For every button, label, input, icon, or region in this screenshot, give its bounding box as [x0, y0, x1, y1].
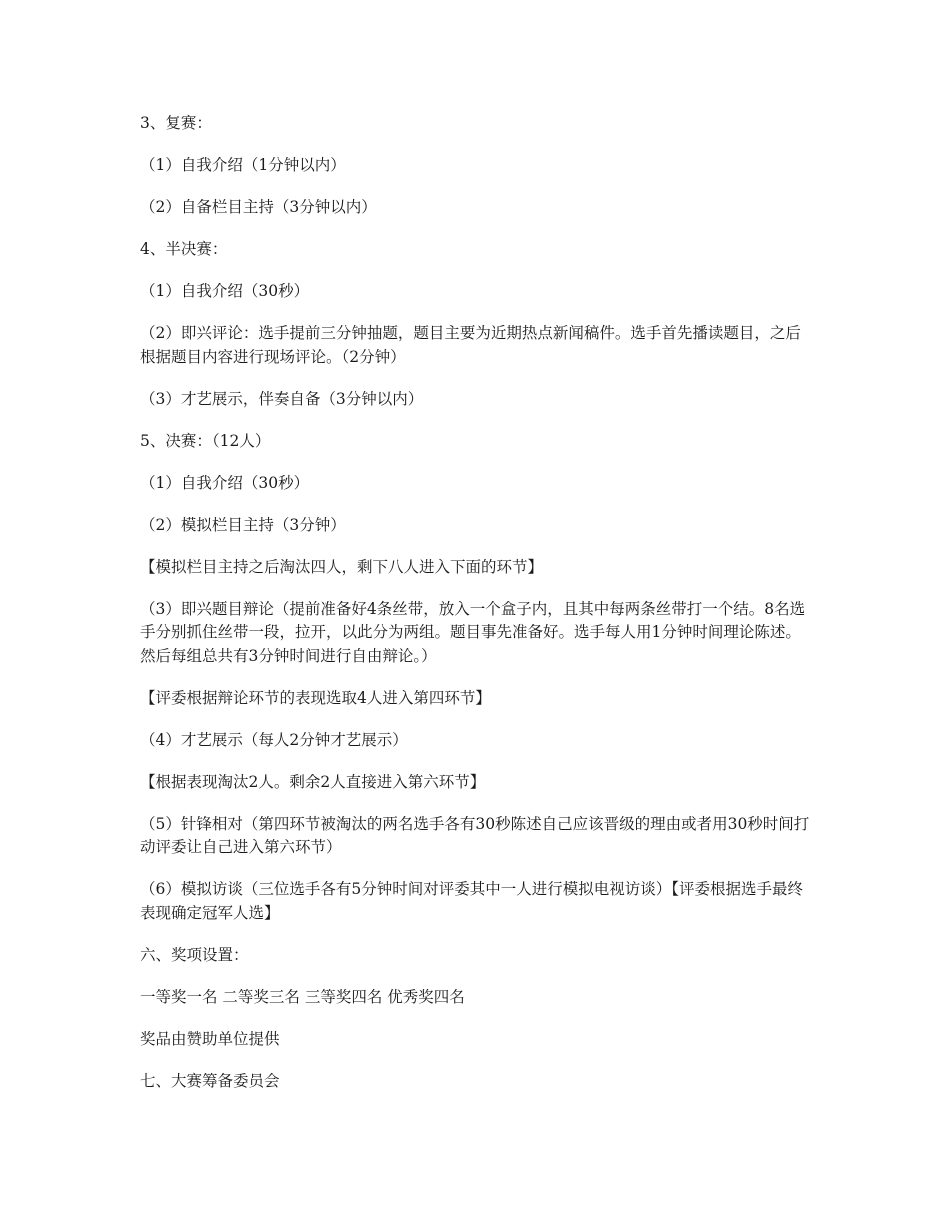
list-item: （6）模拟访谈（三位选手各有5分钟时间对评委其中一人进行模拟电视访谈）【评委根据选手最终表现确定冠军人选】 — [140, 880, 803, 922]
prize-sponsor-note: 奖品由赞助单位提供 — [140, 1029, 280, 1048]
list-item: （2）自备栏目主持（3分钟以内） — [140, 198, 377, 216]
section-heading-semifinal: 4、半决赛： — [140, 240, 228, 258]
section-heading-semifinal-round: 3、复赛： — [140, 114, 212, 132]
list-item: （5）针锋相对（第四环节被淘汰的两名选手各有30秒陈述自己应该晋级的理由或者用30秒时间打动评委让自己进入第六环节） — [140, 814, 810, 856]
awards-list: 一等奖一名 二等奖三名 三等奖四名 优秀奖四名 — [140, 987, 465, 1006]
list-item: （3）才艺展示，伴奏自备（3分钟以内） — [140, 389, 424, 408]
list-item: （4）才艺展示（每人2分钟才艺展示） — [140, 730, 408, 749]
section-heading-final: 5、决赛：（12人） — [140, 431, 271, 450]
document-body — [140, 112, 820, 1112]
list-item: （1）自我介绍（1分钟以内） — [140, 156, 346, 174]
bracket-note: 【评委根据辩论环节的表现选取4人进入第四环节】 — [140, 688, 491, 707]
bracket-note: 【根据表现淘汰2人。剩余2人直接进入第六环节】 — [140, 772, 486, 791]
section-heading-committee: 七、大赛筹备委员会 — [140, 1071, 280, 1090]
list-item: （1）自我介绍（30秒） — [140, 282, 310, 300]
list-item: （1）自我介绍（30秒） — [140, 473, 310, 492]
list-item: （2）模拟栏目主持（3分钟） — [140, 515, 346, 534]
bracket-note: 【模拟栏目主持之后淘汰四人，剩下八人进入下面的环节】 — [140, 557, 544, 576]
list-item: （3）即兴题目辩论（提前准备好4条丝带，放入一个盒子内，且其中每两条丝带打一个结。8名选手分别抓住丝带一段，拉开，以此分为两组。题目事先准备好。选手每人用1分钟时间理论陈述。然后每组总共有3分钟时间进行自由辩论。） — [140, 599, 806, 665]
section-heading-awards: 六、奖项设置： — [140, 945, 249, 964]
list-item: （2）即兴评论：选手提前三分钟抽题，题目主要为近期热点新闻稿件。选手首先播读题目，之后根据题目内容进行现场评论。（2分钟） — [140, 324, 801, 366]
